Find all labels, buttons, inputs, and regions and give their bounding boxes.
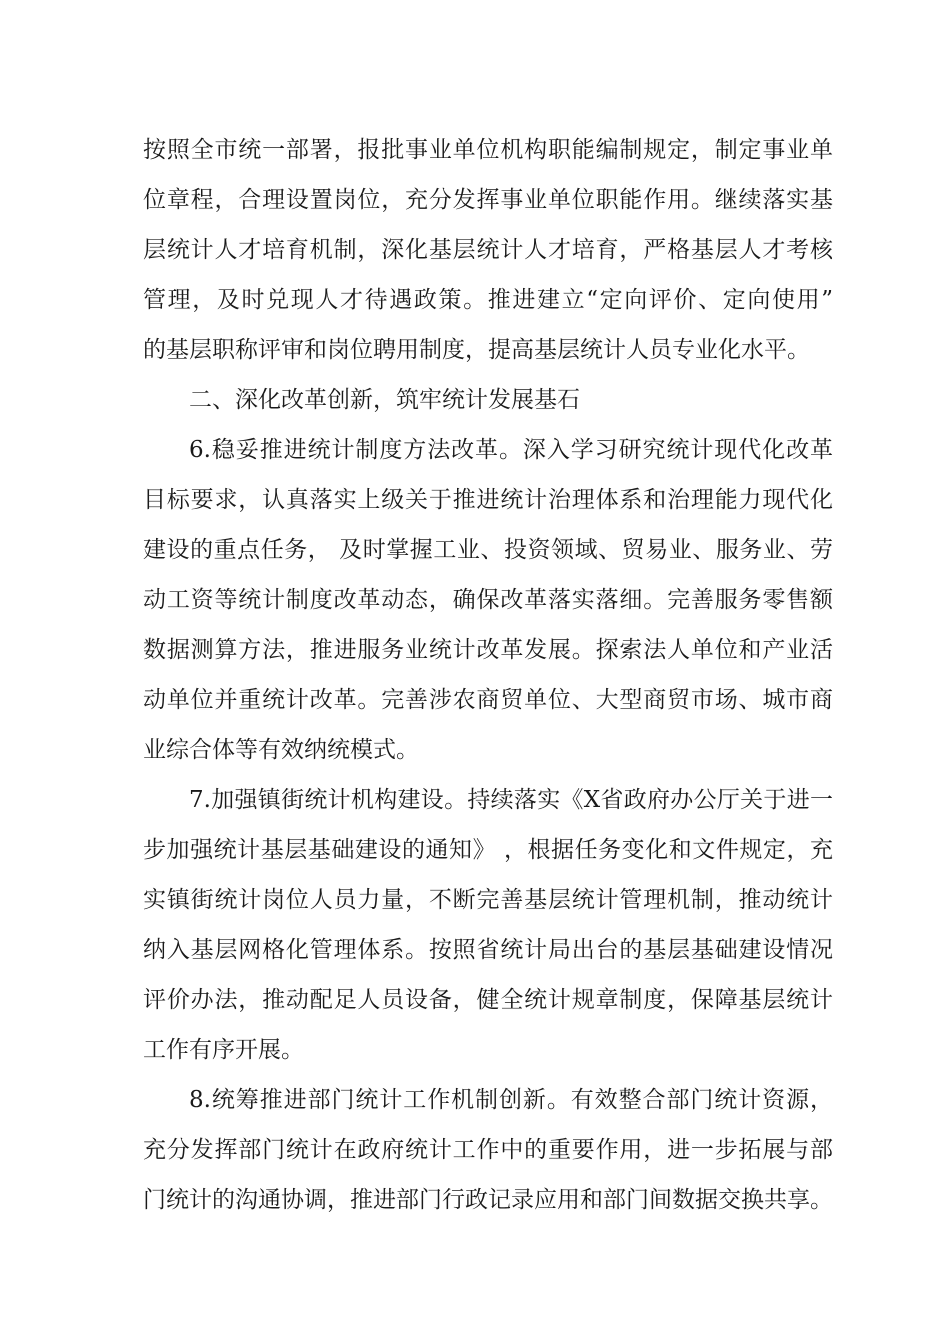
text-line: 纳入基层网格化管理体系。按照省统计局出台的基层基础建设情况: [143, 937, 833, 963]
text-line: 按照全市统一部署，报批事业单位机构职能编制规定，制定事业单: [143, 137, 833, 163]
text-line: 建设的重点任务， 及时掌握工业、投资领域、贸易业、服务业、劳: [143, 537, 833, 563]
text-line: 门统计的沟通协调，推进部门行政记录应用和部门间数据交换共享。: [143, 1187, 833, 1213]
text-line: 动单位并重统计改革。完善涉农商贸单位、大型商贸市场、城市商: [143, 687, 833, 713]
text-line: 动工资等统计制度改革动态，确保改革落实落细。完善服务零售额: [143, 587, 833, 613]
text-line: 7.加强镇街统计机构建设。持续落实《X省政府办公厅关于进一: [189, 787, 833, 813]
text-line: 实镇街统计岗位人员力量，不断完善基层统计管理机制，推动统计: [143, 887, 833, 913]
text-line: 评价办法，推动配足人员设备，健全统计规章制度，保障基层统计: [143, 987, 833, 1013]
text-line: 充分发挥部门统计在政府统计工作中的重要作用，进一步拓展与部: [143, 1137, 833, 1163]
text-line: 工作有序开展。: [143, 1037, 304, 1063]
text-line: 层统计人才培育机制，深化基层统计人才培育，严格基层人才考核: [143, 237, 833, 263]
text-line: 6.稳妥推进统计制度方法改革。深入学习研究统计现代化改革: [189, 437, 833, 463]
text-line: 的基层职称评审和岗位聘用制度，提高基层统计人员专业化水平。: [143, 337, 810, 363]
text-line: 目标要求，认真落实上级关于推进统计治理体系和治理能力现代化: [143, 487, 833, 513]
text-line: 8.统筹推进部门统计工作机制创新。有效整合部门统计资源，: [189, 1087, 833, 1113]
text-line: 业综合体等有效纳统模式。: [143, 737, 419, 763]
text-line: 二、深化改革创新，筑牢统计发展基石: [189, 387, 580, 413]
body-text: [143, 125, 833, 1225]
text-line: 数据测算方法，推进服务业统计改革发展。探索法人单位和产业活: [143, 637, 833, 663]
text-line: 管理，及时兑现人才待遇政策。推进建立“定向评价、定向使用”: [143, 287, 833, 313]
text-line: 位章程，合理设置岗位，充分发挥事业单位职能作用。继续落实基: [143, 187, 833, 213]
text-line: 步加强统计基层基础建设的通知》 ，根据任务变化和文件规定，充: [143, 837, 833, 863]
